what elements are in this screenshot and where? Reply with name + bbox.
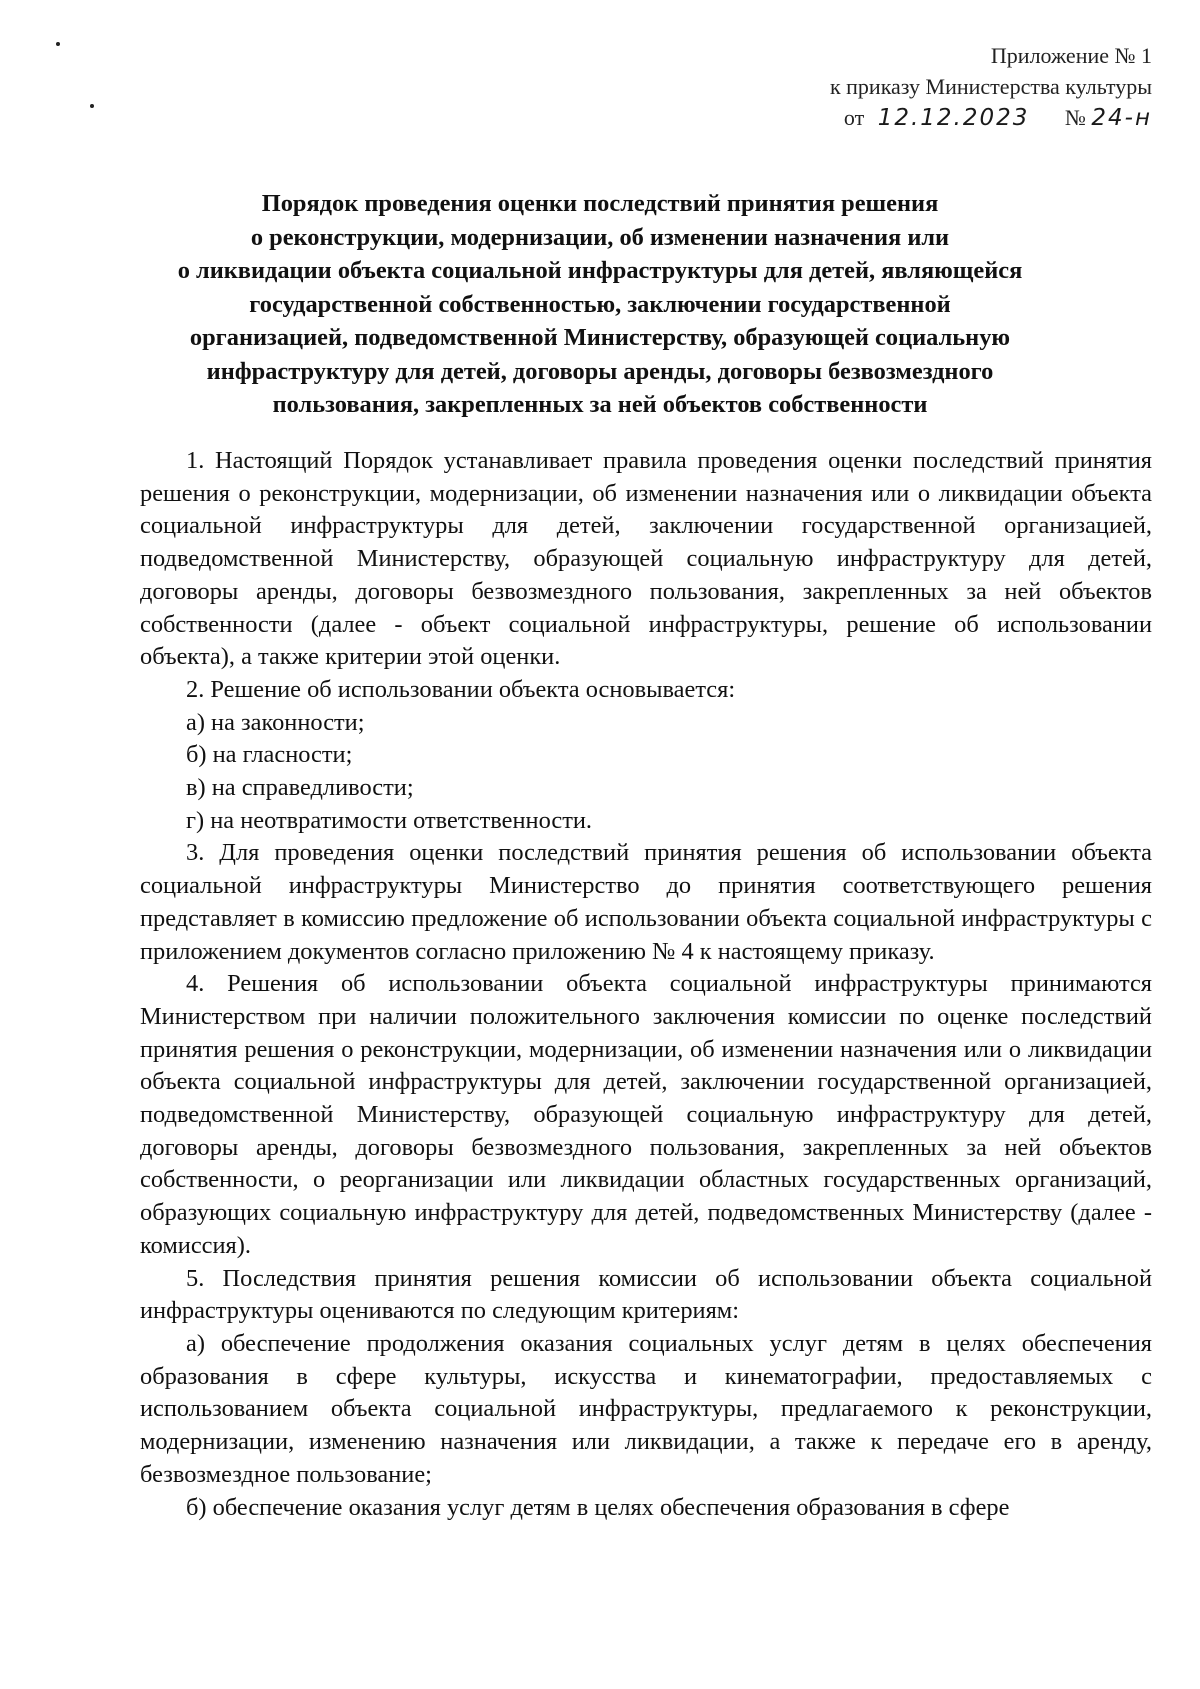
paragraph-2-item-c: в) на справедливости; [186, 774, 414, 802]
paragraph-3: 3. Для проведения оценки последствий принятия решения об использовании объекта социальной инфраструктуры Министерство до принятия соответствующего решения представляет в комиссию предложение об использовании объекта социальной инфраструктуры с приложением документов согласно приложению № 4 к настоящему приказу. [140, 839, 1152, 965]
title-line: организацией, подведомственной Министерству, образующей социальную [189, 324, 1011, 351]
paragraph-5-item-b: б) обеспечение оказания услуг детям в целях обеспечения образования в сфере [186, 1493, 1010, 1521]
paragraph-2: 2. Решение об использовании объекта основывается: [186, 675, 736, 703]
order-reference: к приказу Министерства культуры [829, 74, 1152, 99]
handwritten-number: 24-н [1091, 105, 1152, 131]
scan-speck [56, 42, 60, 46]
paragraph-1: 1. Настоящий Порядок устанавливает правила проведения оценки последствий принятия решения о реконструкции, модернизации, об изменении назначения или о ликвидации объекта социальной инфраструктуры для детей, заключении государственной организацией, подведомственной Министерству, образующей социальную инфраструктуру для детей, договоры аренды, договоры безвозмездного пользования, закрепленных за ней объектов собственности (далее - объект социальной инфраструктуры, решение об использовании объекта), а также критерии этой оценки. [140, 447, 1152, 671]
appendix-header [830, 40, 1152, 134]
document-title [130, 187, 1070, 422]
title-line: о ликвидации объекта социальной инфраструктуры для детей, являющейся [177, 257, 1023, 284]
title-line: инфраструктуру для детей, договоры аренды, договоры безвозмездного [206, 357, 994, 385]
paragraph-2-item-d: г) на неотвратимости ответственности. [186, 806, 593, 834]
date-prefix: от [843, 105, 865, 130]
handwritten-date: 12.12.2023 [877, 105, 1030, 131]
number-prefix: № [1064, 105, 1086, 130]
order-date-line [830, 102, 1152, 134]
title-line: пользования, закрепленных за ней объектов собственности [272, 391, 928, 418]
title-line: Порядок проведения оценки последствий принятия решения [261, 190, 939, 217]
title-line: о реконструкции, модернизации, об изменении назначения или [250, 223, 950, 251]
appendix-number: Приложение № 1 [990, 43, 1152, 68]
paragraph-2-item-a: а) на законности; [186, 708, 365, 736]
paragraph-5-item-a: а) обеспечение продолжения оказания социальных услуг детям в целях обеспечения образования в сфере культуры, искусства и кинематографии, предоставляемых с использованием объекта социальной инфраструктуры, предлагаемого к реконструкции, модернизации, изменению назначения или ликвидации, а также к передаче его в аренду, безвозмездное пользование; [140, 1329, 1152, 1488]
paragraph-4: 4. Решения об использовании объекта социальной инфраструктуры принимаются Министерством при наличии положительного заключения комиссии по оценке последствий принятия решения о реконструкции, модернизации, об изменении назначения или о ликвидации объекта социальной инфраструктуры для детей, заключении государственной организацией, подведомственной Министерству, образующей социальную инфраструктуру для детей, договоры аренды, договоры безвозмездного пользования, закрепленных за ней объектов собственности, о реорганизации или ликвидации областных государственных организаций, образующих социальную инфраструктуру для детей, подведомственных Министерству (далее - комиссия). [140, 970, 1152, 1259]
paragraph-5: 5. Последствия принятия решения комиссии об использовании объекта социальной инфраструктуры оцениваются по следующим критериям: [140, 1264, 1152, 1325]
paragraph-2-item-b: б) на гласности; [186, 741, 353, 769]
title-line: государственной собственностью, заключении государственной [249, 290, 951, 318]
document-body [140, 445, 1152, 1524]
scan-speck [90, 104, 94, 108]
